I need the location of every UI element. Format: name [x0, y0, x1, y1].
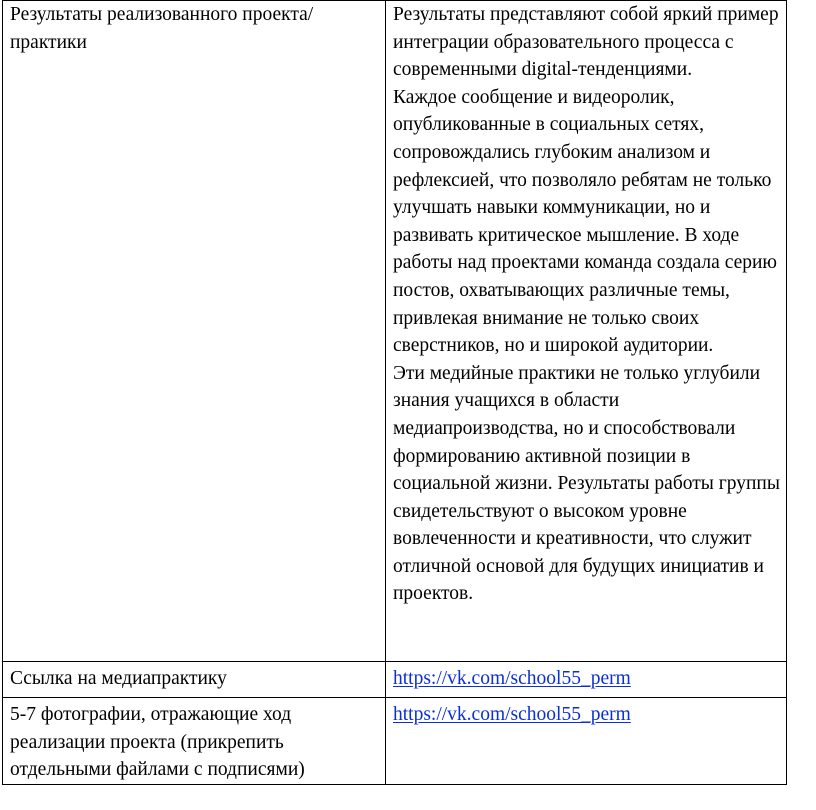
- row-value-photos: [386, 698, 787, 785]
- row-label-media-link: [3, 662, 386, 698]
- table-row: [3, 662, 787, 698]
- row-value-results: [386, 1, 787, 662]
- results-paragraph-2: Каждое сообщение и видеоролик, опубликованные в социальных сетях, сопровождались глубоким анализом и рефлексией, что позволяло ребятам не только улучшать навыки коммуникации, но и развивать критическое мышление. В ходе работы над проектами команда создала серию постов, охватывающих различные темы, привлекая внимание не только своих сверстников, но и широкой аудитории.: [393, 86, 777, 357]
- results-paragraph-1: Результаты представляют собой яркий пример интеграции образовательного процесса с современными digital-тенденциями.: [393, 4, 779, 81]
- results-label: Результаты реализованного проекта/практики: [10, 4, 314, 53]
- results-paragraph-3: Эти медийные практики не только углубили знания учащихся в области медиапроизводства, но и способствовали формированию активной позиции в социальной жизни. Результаты работы группы свидетельствуют о высоком уровне вовлеченности и креативности, что служит отличной основой для будущих инициатив и проектов.: [393, 362, 780, 605]
- media-link-label: Ссылка на медиапрактику: [10, 668, 227, 689]
- row-label-photos: [3, 698, 386, 785]
- table-row: [3, 698, 787, 785]
- row-value-media-link: [386, 662, 787, 698]
- photos-link[interactable]: https://vk.com/school55_perm: [393, 704, 631, 725]
- project-info-table: [2, 0, 787, 785]
- row-label-results: [3, 1, 386, 662]
- photos-label: 5-7 фотографии, отражающие ход реализации проекта (прикрепить отдельными файлами с подписями): [10, 704, 305, 781]
- table-row: [3, 1, 787, 662]
- media-practice-link[interactable]: https://vk.com/school55_perm: [393, 668, 631, 689]
